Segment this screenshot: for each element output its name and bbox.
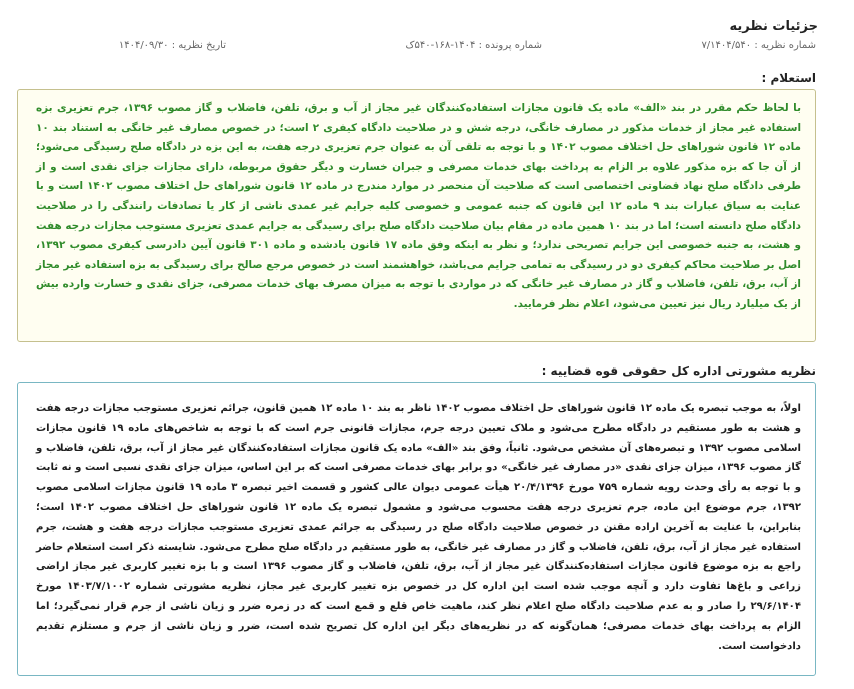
inquiry-text: با لحاظ حکم مقرر در بند «الف» ماده یک قانون مجازات استفاده‌کنندگان غیر مجاز از آب و برق، تلفن، فاضلاب و گاز مصوب ۱۳۹۶، جرم تعزیری بزه استفاده غیر مجاز از خدمات مذکور در مصارف خانگی، درجه شش و در صلاحیت دادگاه کیفری ۲ است؛ در خصوص مصارف غیر خانگی به استناد بند ۱۰ ماده ۱۲ قانون شوراهای حل اختلاف مصوب ۱۴۰۲ و با توجه به تلقی آن به عنوان جرم تعزیری درجه هفت، به این بزه در دادگاه صلح رسیدگی می‌شود؛ از آن جا که بزه مذکور علاوه بر الزام به پرداخت بهای خدمات مصرفی و جبران خسارت و دیگر حقوق مربوطه، دارای مجازات جزای نقدی است و از طرفی دادگاه صلح نهاد قضاوتی اختصاصی است که صلاحیت آن منحصر در موارد مندرج در ماده ۱۲ قانون شوراهای حل اختلاف مصوب ۱۴۰۲ است و با عنایت به سیاق عبارات بند ۹ ماده ۱۲ این قانون که جنبه عمومی و خصوصی کلیه جرایم غیر عمدی ناشی از کار یا تصادفات رانندگی را در صلاحیت دادگاه صلح دانسته است؛ اما در بند ۱۰ همین ماده در مقام بیان صلاحیت دادگاه صلح برای رسیدگی به جرایم عمدی تعزیری مستوجب مجازات درجه هفت و هشت، به جنبه خصوصی این جرایم تصریحی ندارد؛ و نظر به اینکه وفق ماده ۱۷ قانون یادشده و ماده ۳۰۱ قانون آیین دادرسی کیفری مصوب ۱۳۹۲، اصل بر صلاحیت محاکم کیفری دو در رسیدگی به تمامی جرایم می‌باشد، خواهشمند است در خصوص مرجع صالح برای رسیدگی به بزه استفاده غیر مجاز از آب، برق، تلفن، فاضلاب و گاز در مصارف غیر خانگی که در مواردی با توجه به میزان مصرف بهای خدمات مصرفی، جزای نقدی و خسارت وارده بیش از یک میلیارد ریال نیز تعیین می‌شود، اعلام نظر فرمایید.: [36, 102, 802, 310]
opinion-date: تاریخ نظریه : ۱۴۰۴/۰۹/۳۰: [118, 40, 226, 51]
opinion-meta: [0, 40, 816, 54]
inquiry-label: استعلام :: [761, 71, 816, 85]
answer-label: نظریه مشورتی اداره کل حقوقی قوه قضاییه :: [541, 364, 816, 378]
inquiry-box: [17, 89, 816, 342]
opinion-number: شماره نظریه : ۷/۱۴۰۴/۵۴۰: [701, 40, 816, 51]
answer-box: [17, 382, 816, 676]
answer-text: اولاً، به موجب تبصره یک ماده ۱۲ قانون شوراهای حل اختلاف مصوب ۱۴۰۲ ناظر به بند ۱۰ ماده ۱۲ همین قانون، جرائم تعزیری مستوجب مجازات درجه هفت و هشت به طور مستقیم در دادگاه مطرح می‌شود و ملاک تعیین درجه جرم، مجازات قانونی جرم است که با توجه به شاخص‌های ماده ۱۹ قانون مجازات اسلامی مصوب ۱۳۹۲ و تبصره‌های آن مشخص می‌شود. ثانیاً، وفق بند «الف» ماده یک قانون مجازات استفاده‌کنندگان غیر مجاز از آب، برق، تلفن، فاضلاب و گاز مصوب ۱۳۹۶، میزان جزای نقدی «در مصارف غیر خانگی» دو برابر بهای خدمات مصرفی است که بر این اساس، میزان جزای نقدی نسبی است و نه ثابت و با توجه به رأی وحدت رویه شماره ۷۵۹ مورخ ۲۰/۴/۱۳۹۶ هیأت عمومی دیوان عالی کشور و قسمت اخیر تبصره ۳ ماده ۱۹ قانون مجازات اسلامی مصوب ۱۳۹۲، جرم موضوع این ماده، جرم تعزیری درجه هفت محسوب می‌شود و مشمول تبصره یک ماده ۱۲ قانون شوراهای حل اختلاف مصوب ۱۴۰۲ است؛ بنابراین، با عنایت به آخرین اراده مقنن در خصوص صلاحیت دادگاه صلح در رسیدگی به جرائم عمدی تعزیری مستوجب مجازات درجه هفت و هشت، جرم استفاده غیر مجاز از آب، برق، تلفن، فاضلاب و گاز در مصارف غیر خانگی، به طور مستقیم در دادگاه صلح مطرح می‌شود. شایسته ذکر است استعلام حاضر راجع به بزه موضوع قانون مجازات استفاده‌کنندگان غیر مجاز از آب، برق، تلفن، فاضلاب و گاز مصوب ۱۳۹۶ است و با بزه تغییر کاربری غیر مجاز اراضی زراعی و باغ‌ها تفاوت دارد و آنچه موجب شده است این اداره کل در خصوص بزه تغییر کاربری غیر مجاز، نظریه مشورتی شماره ۱۴۰۳/۷/۱۰۰۲ مورخ ۲۹/۶/۱۴۰۴ را صادر و به عدم صلاحیت دادگاه صلح اعلام نظر کند، ماهیت خاص قلع و قمع است که در زمره ضرر و زیان ناشی از جرم قرار نمی‌گیرد؛ اما الزام به پرداخت بهای خدمات مصرفی؛ همان‌گونه که در نظریه‌های دیگر این اداره کل تصریح شده است، ضرر و زیان ناشی از جرم و مستلزم تقدیم دادخواست است.: [36, 403, 802, 652]
file-number: شماره پرونده : ۱۴۰۴-۱۶۸-۵۴۰ک: [405, 40, 542, 51]
page-title: جزئیات نظریه: [729, 19, 818, 34]
